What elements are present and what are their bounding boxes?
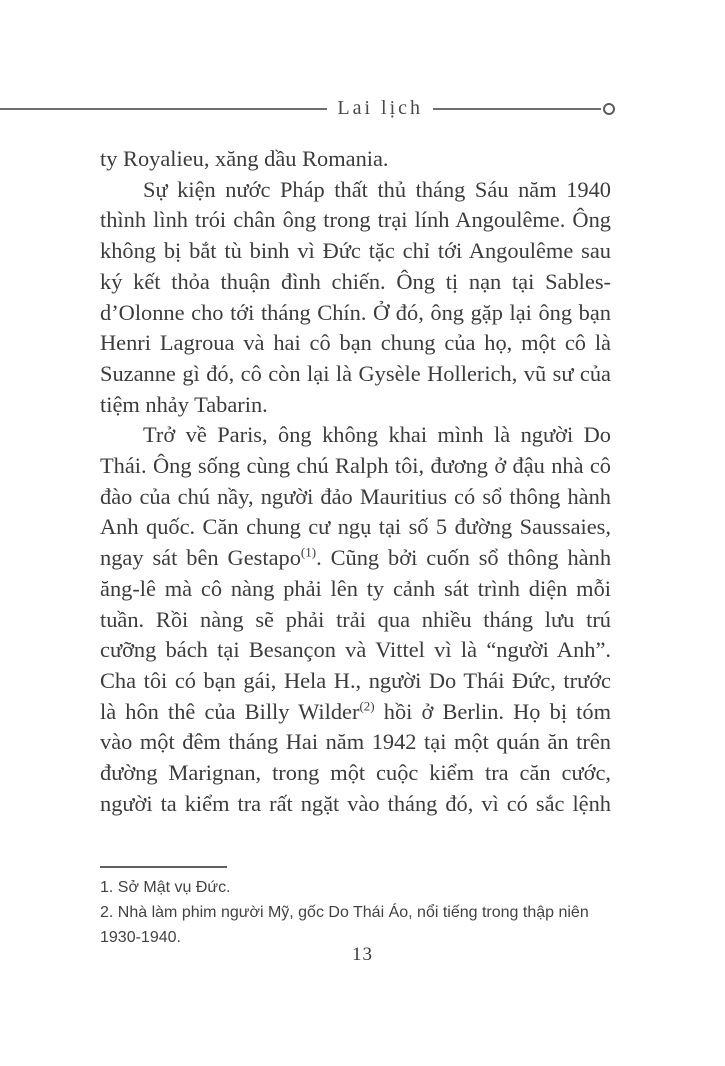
text-line: Suzanne gì đó, cô còn lại là Gysèle Hollerich, vũ sư của bbox=[100, 360, 611, 386]
text-line: ty Royalieu, xăng dầu Romania. bbox=[100, 146, 389, 171]
footnote-marker: (1) bbox=[300, 544, 317, 560]
footnote-item: 2. Nhà làm phim người Mỹ, gốc Do Thái Áo, nổi tiếng trong thập niên 1930-1940. bbox=[100, 904, 589, 946]
text-line: Henri Lagroua và hai cô bạn chung của họ, một cô là bbox=[100, 330, 611, 356]
text-line: vào một đêm tháng Hai năm 1942 tại một quán ăn trên bbox=[100, 729, 611, 755]
footnote-marker: (2) bbox=[359, 698, 375, 714]
footnote-separator-rule bbox=[100, 866, 227, 868]
text-line: ăng-lê mà cô nàng phải lên ty cảnh sát trình diện mỗi bbox=[100, 575, 611, 601]
page-number: 13 bbox=[352, 944, 373, 965]
text-line: thình lình trói chân ông trong trại lính Angoulême. Ông bbox=[100, 207, 611, 233]
page-body bbox=[100, 144, 611, 819]
header-rule-right bbox=[433, 108, 601, 110]
chapter-title: Lai lịch bbox=[337, 96, 423, 119]
text-line: tiệm nhảy Tabarin. bbox=[100, 391, 268, 417]
footnote-list bbox=[100, 875, 628, 950]
text-line: Anh quốc. Căn chung cư ngụ tại số 5 đường Saussaies, bbox=[100, 514, 611, 540]
text-line: đào của chú nầy, người đảo Mauritius có sổ thông hành bbox=[100, 483, 611, 509]
text-line: Cha tôi có bạn gái, Hela H., người Do Thái Đức, trước bbox=[100, 667, 611, 693]
text-line: không bị bắt tù binh vì Đức tặc chỉ tới Angoulême sau bbox=[100, 238, 611, 264]
text-line: ngay sát bên Gestapo$^{(1)}$. Cũng bởi cuốn sổ thông hành bbox=[100, 544, 612, 571]
text-line: ký kết thỏa thuận đình chiến. Ông tị nạn tại Sables- bbox=[100, 268, 611, 294]
text-line: Trở về Paris, ông không khai mình là người Do bbox=[143, 422, 611, 448]
header-circle-ornament bbox=[603, 103, 615, 115]
text-line: Sự kiện nước Pháp thất thủ tháng Sáu năm 1940 bbox=[143, 176, 611, 202]
text-line: tuần. Rồi nàng sẽ phải trải qua nhiều tháng lưu trú bbox=[100, 606, 611, 632]
text-line: Thái. Ông sống cùng chú Ralph tôi, đương ở đậu nhà cô bbox=[100, 453, 611, 479]
footnote-item: 1. Sở Mật vụ Đức. bbox=[100, 879, 231, 896]
text-line: đường Marignan, trong một cuộc kiểm tra căn cước, bbox=[100, 760, 611, 786]
header-rule-left bbox=[0, 108, 327, 110]
running-header bbox=[0, 98, 615, 120]
footnote-block bbox=[100, 866, 628, 950]
text-line: cưỡng bách tại Besançon và Vittel vì là “người Anh”. bbox=[100, 637, 611, 663]
text-line: người ta kiểm tra rất ngặt vào tháng đó, vì có sắc lệnh bbox=[100, 790, 611, 816]
text-line: d’Olonne cho tới tháng Chín. Ở đó, ông gặp lại ông bạn bbox=[100, 299, 611, 325]
text-line: là hôn thê của Billy Wilder$^{(2)}$ hồi ở Berlin. Họ bị tóm bbox=[100, 698, 611, 724]
